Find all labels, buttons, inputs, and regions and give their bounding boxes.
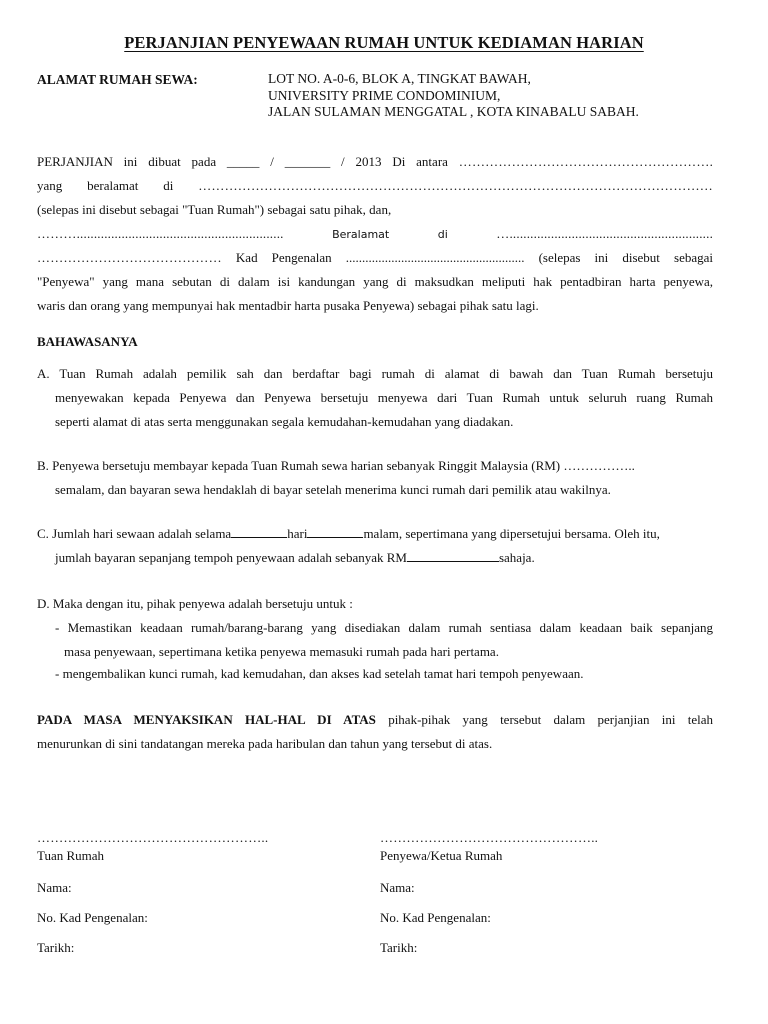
- landlord-name-blank: ………………………………………………….: [458, 154, 714, 169]
- whereas-heading: BAHAWASANYA: [37, 334, 138, 349]
- witness-heading: PADA MASA MENYAKSIKAN HAL-HAL DI ATAS: [37, 712, 376, 727]
- clause-c-text-a: C. Jumlah hari sewaan adalah selama: [37, 526, 232, 541]
- tenant-ic-field: No. Kad Pengenalan:: [380, 910, 491, 925]
- landlord-date-field: Tarikh:: [37, 940, 75, 955]
- intro-address-text: yang beralamat di: [37, 178, 174, 193]
- total-amount-blank: [407, 550, 499, 562]
- intro-line-2: [37, 178, 713, 194]
- tenant-address-blank-cont: ……………………………………: [37, 250, 222, 265]
- intro-line-5: [37, 250, 713, 266]
- intro-line-7: waris dan orang yang mempunyai hak mentadbir harta pusaka Penyewa) sebagai pihak satu lagi.: [37, 298, 539, 313]
- clause-b-line-2: semalam, dan bayaran sewa hendaklah di bayar setelah menerima kunci rumah dari pemilik atau wakilnya.: [55, 482, 611, 497]
- nights-blank: [307, 526, 363, 538]
- tenant-address-blank: …...........................................................: [496, 226, 714, 241]
- clause-d-line-1: D. Maka dengan itu, pihak penyewa adalah bersetuju untuk :: [37, 596, 353, 611]
- clause-c-line-2: [55, 550, 713, 566]
- address-line: JALAN SULAMAN MENGGATAL , KOTA KINABALU SABAH.: [268, 104, 639, 119]
- landlord-role: Tuan Rumah: [37, 848, 105, 863]
- address-block: [268, 71, 639, 121]
- witness-line-2: menurunkan di sini tandatangan mereka pada haribulan dan tahun yang tersebut di atas.: [37, 736, 493, 751]
- clause-c-text-d: jumlah bayaran sepanjang tempoh penyewaan adalah sebanyak RM: [55, 550, 407, 565]
- clause-c-text-e: sahaja.: [498, 550, 535, 565]
- clause-b-line-1: B. Penyewa bersetuju membayar kepada Tuan Rumah sewa harian sebanyak Ringgit Malaysia (RM) ……………..: [37, 458, 635, 473]
- address-line: LOT NO. A-0-6, BLOK A, TINGKAT BAWAH,: [268, 71, 531, 86]
- clause-a-line-3: seperti alamat di atas serta menggunakan segala kemudahan-kemudahan yang diadakan.: [55, 414, 514, 429]
- clause-c-text-b: hari: [287, 526, 308, 541]
- clause-d-line-2: - Memastikan keadaan rumah/barang-barang yang disediakan dalam rumah sentiasa dalam keadaan baik sepanjang: [55, 620, 713, 635]
- tenant-date-field: Tarikh:: [380, 940, 418, 955]
- tenant-role: Penyewa/Ketua Rumah: [380, 848, 503, 863]
- beralamat-text: Beralamat: [332, 228, 390, 241]
- tenant-name-blank: ………............................................................: [37, 226, 284, 241]
- landlord-signature-line: ……………………………………………..: [37, 830, 269, 845]
- tenant-ic-blank: Kad Pengenalan .......................................................: [235, 250, 525, 265]
- days-blank: [231, 526, 287, 538]
- clause-d-line-4: - mengembalikan kunci rumah, kad kemudahan, dan akses kad setelah tamat hari tempoh penyewaan.: [55, 666, 584, 681]
- clause-d-line-3: masa penyewaan, sepertimana ketika penyewa memasuki rumah pada hari pertama.: [64, 644, 499, 659]
- intro-line-4: [37, 226, 713, 242]
- witness-line-1: [37, 712, 713, 728]
- landlord-ic-field: No. Kad Pengenalan:: [37, 910, 148, 925]
- address-line: UNIVERSITY PRIME CONDOMINIUM,: [268, 87, 501, 103]
- clause-c-text-c: malam, sepertimana yang dipersetujui bersama. Oleh itu,: [363, 526, 660, 541]
- clause-a-line-1: A. Tuan Rumah adalah pemilik sah dan berdaftar bagi rumah di alamat di bawah dan Tuan Rumah bersetuju: [37, 366, 713, 381]
- intro-date-text: PERJANJIAN ini dibuat pada _____ / _______ / 2013 Di antara: [37, 154, 448, 169]
- di-text: di: [437, 228, 448, 241]
- intro-line-1: [37, 154, 713, 170]
- landlord-name-field: Nama:: [37, 880, 72, 895]
- document-title: PERJANJIAN PENYEWAAN RUMAH UNTUK KEDIAMAN HARIAN: [124, 33, 644, 52]
- intro-line-3: (selepas ini disebut sebagai "Tuan Rumah") sebagai satu pihak, dan,: [37, 202, 392, 217]
- witness-text: pihak-pihak yang tersebut dalam perjanjian ini telah: [388, 712, 713, 727]
- address-label: ALAMAT RUMAH SEWA:: [37, 72, 198, 87]
- intro-line-6: "Penyewa" yang mana sebutan di dalam isi kandungan yang di maksudkan meliputi hak pentadbiran harta penyewa,: [37, 274, 713, 289]
- clause-c-line-1: [37, 526, 713, 542]
- tenant-name-field: Nama:: [380, 880, 415, 895]
- tenant-signature-line: …………………………………………..: [380, 830, 599, 845]
- landlord-address-blank: ………………………………………………………………………………………………………: [198, 178, 713, 193]
- intro-tail-text: (selepas ini disebut sebagai: [538, 250, 713, 265]
- clause-a-line-2: menyewakan kepada Penyewa dan Penyewa bersetuju menyewa dari Tuan Rumah untuk seluruh ruang Rumah: [55, 390, 713, 405]
